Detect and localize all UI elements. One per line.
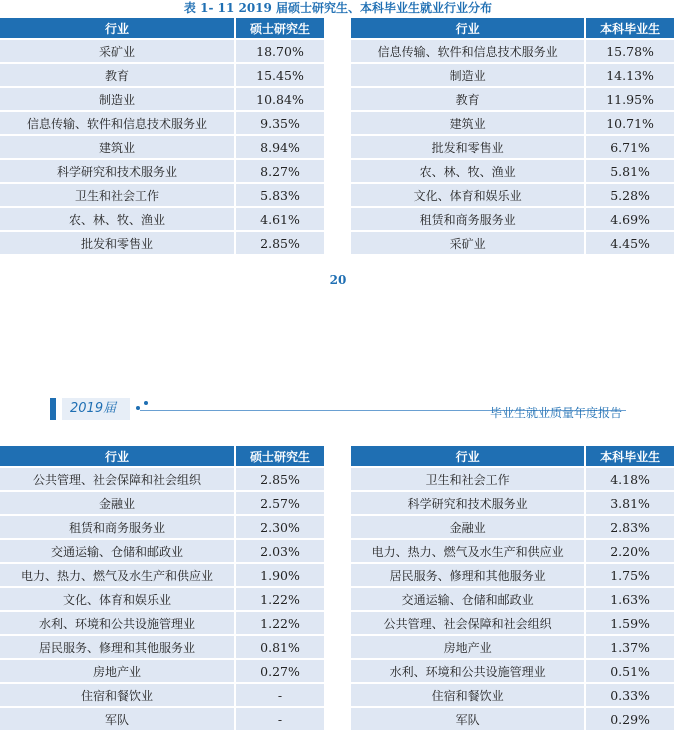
industry-cell: 公共管理、社会保障和社会组织 <box>0 468 234 490</box>
table-row <box>351 588 674 610</box>
industry-cell: 军队 <box>351 708 584 730</box>
report-title: 毕业生就业质量年度报告 <box>489 406 622 420</box>
industry-cell: 电力、热力、燃气及水生产和供应业 <box>0 564 234 586</box>
industry-cell: 教育 <box>351 88 584 110</box>
table-row <box>351 612 674 634</box>
percentage-cell: 9.35% <box>236 112 324 134</box>
percentage-cell: - <box>236 708 324 730</box>
table-row <box>351 468 674 490</box>
industry-cell: 水利、环境和公共设施管理业 <box>351 660 584 682</box>
industry-cell: 电力、热力、燃气及水生产和供应业 <box>351 540 584 562</box>
percentage-cell: 2.20% <box>586 540 674 562</box>
percentage-cell: 5.28% <box>586 184 674 206</box>
industry-cell: 居民服务、修理和其他服务业 <box>0 636 234 658</box>
table-row <box>351 208 674 230</box>
table-row <box>0 88 324 110</box>
table-row <box>0 184 324 206</box>
table-row <box>351 540 674 562</box>
percentage-cell: 1.75% <box>586 564 674 586</box>
industry-cell: 文化、体育和娱乐业 <box>351 184 584 206</box>
table-row <box>0 232 324 254</box>
percentage-cell: 1.63% <box>586 588 674 610</box>
table-row <box>0 684 324 706</box>
industry-cell: 制造业 <box>351 64 584 86</box>
col-header-master: 硕士研究生 <box>236 446 324 466</box>
top-left-table <box>0 16 326 256</box>
table-row <box>0 636 324 658</box>
percentage-cell: 2.30% <box>236 516 324 538</box>
table-caption: 表 1- 11 2019 届硕士研究生、本科毕业生就业行业分布 <box>183 1 493 15</box>
percentage-cell: 3.81% <box>586 492 674 514</box>
industry-cell: 房地产业 <box>0 660 234 682</box>
industry-cell: 采矿业 <box>0 40 234 62</box>
percentage-cell: 0.51% <box>586 660 674 682</box>
col-header-industry: 行业 <box>0 446 234 466</box>
table-row <box>0 588 324 610</box>
percentage-cell: 0.29% <box>586 708 674 730</box>
percentage-cell: 4.61% <box>236 208 324 230</box>
table-row <box>351 708 674 730</box>
industry-cell: 金融业 <box>0 492 234 514</box>
industry-cell: 居民服务、修理和其他服务业 <box>351 564 584 586</box>
table-row <box>351 112 674 134</box>
percentage-cell: 8.27% <box>236 160 324 182</box>
col-header-industry: 行业 <box>351 446 584 466</box>
industry-cell: 建筑业 <box>0 136 234 158</box>
table-row <box>351 684 674 706</box>
table-row <box>0 516 324 538</box>
industry-cell: 信息传输、软件和信息技术服务业 <box>351 40 584 62</box>
table-row <box>351 564 674 586</box>
table-row <box>0 160 324 182</box>
percentage-cell: 2.85% <box>236 232 324 254</box>
year-badge: 2019届 <box>62 398 130 420</box>
industry-cell: 公共管理、社会保障和社会组织 <box>351 612 584 634</box>
table-row <box>351 636 674 658</box>
industry-cell: 制造业 <box>0 88 234 110</box>
percentage-cell: 1.22% <box>236 612 324 634</box>
table-row <box>0 564 324 586</box>
percentage-cell: 18.70% <box>236 40 324 62</box>
table-row <box>0 540 324 562</box>
table-row <box>351 516 674 538</box>
industry-cell: 教育 <box>0 64 234 86</box>
col-header-bachelor: 本科毕业生 <box>586 18 674 38</box>
percentage-cell: 4.69% <box>586 208 674 230</box>
col-header-master: 硕士研究生 <box>236 18 324 38</box>
industry-cell: 卫生和社会工作 <box>351 468 584 490</box>
percentage-cell: 14.13% <box>586 64 674 86</box>
industry-cell: 交通运输、仓储和邮政业 <box>351 588 584 610</box>
percentage-cell: 0.81% <box>236 636 324 658</box>
table-row <box>351 160 674 182</box>
header-accent-bar <box>50 398 56 420</box>
percentage-cell: 0.27% <box>236 660 324 682</box>
percentage-cell: 0.33% <box>586 684 674 706</box>
industry-cell: 水利、环境和公共设施管理业 <box>0 612 234 634</box>
col-header-bachelor: 本科毕业生 <box>586 446 674 466</box>
percentage-cell: 2.85% <box>236 468 324 490</box>
table-row <box>0 492 324 514</box>
col-header-industry: 行业 <box>351 18 584 38</box>
percentage-cell: 6.71% <box>586 136 674 158</box>
percentage-cell: - <box>236 684 324 706</box>
percentage-cell: 11.95% <box>586 88 674 110</box>
table-row <box>351 136 674 158</box>
percentage-cell: 5.81% <box>586 160 674 182</box>
industry-cell: 科学研究和技术服务业 <box>0 160 234 182</box>
table-row <box>351 184 674 206</box>
industry-cell: 农、林、牧、渔业 <box>351 160 584 182</box>
col-header-industry: 行业 <box>0 18 234 38</box>
industry-cell: 农、林、牧、渔业 <box>0 208 234 230</box>
percentage-cell: 15.78% <box>586 40 674 62</box>
percentage-cell: 1.59% <box>586 612 674 634</box>
table-row <box>0 468 324 490</box>
percentage-cell: 2.03% <box>236 540 324 562</box>
percentage-cell: 1.22% <box>236 588 324 610</box>
industry-cell: 文化、体育和娱乐业 <box>0 588 234 610</box>
bottom-right-table <box>349 444 676 732</box>
industry-cell: 租赁和商务服务业 <box>0 516 234 538</box>
table-row <box>0 708 324 730</box>
table-row <box>0 612 324 634</box>
table-row <box>0 64 324 86</box>
bottom-left-table <box>0 444 326 732</box>
table-row <box>0 40 324 62</box>
industry-cell: 租赁和商务服务业 <box>351 208 584 230</box>
percentage-cell: 4.45% <box>586 232 674 254</box>
page-number: 20 <box>329 273 347 287</box>
table-row <box>0 208 324 230</box>
industry-cell: 批发和零售业 <box>0 232 234 254</box>
header-dot <box>136 406 140 410</box>
industry-cell: 住宿和餐饮业 <box>0 684 234 706</box>
table-row <box>351 492 674 514</box>
top-right-table <box>349 16 676 256</box>
percentage-cell: 1.90% <box>236 564 324 586</box>
table-row <box>351 88 674 110</box>
industry-cell: 卫生和社会工作 <box>0 184 234 206</box>
table-row <box>0 136 324 158</box>
industry-cell: 金融业 <box>351 516 584 538</box>
industry-cell: 采矿业 <box>351 232 584 254</box>
header-dot <box>144 401 148 405</box>
percentage-cell: 15.45% <box>236 64 324 86</box>
percentage-cell: 5.83% <box>236 184 324 206</box>
percentage-cell: 1.37% <box>586 636 674 658</box>
industry-cell: 批发和零售业 <box>351 136 584 158</box>
industry-cell: 信息传输、软件和信息技术服务业 <box>0 112 234 134</box>
percentage-cell: 8.94% <box>236 136 324 158</box>
table-row <box>0 112 324 134</box>
industry-cell: 军队 <box>0 708 234 730</box>
industry-cell: 建筑业 <box>351 112 584 134</box>
industry-cell: 住宿和餐饮业 <box>351 684 584 706</box>
percentage-cell: 10.71% <box>586 112 674 134</box>
industry-cell: 交通运输、仓储和邮政业 <box>0 540 234 562</box>
percentage-cell: 4.18% <box>586 468 674 490</box>
table-row <box>351 40 674 62</box>
industry-cell: 房地产业 <box>351 636 584 658</box>
percentage-cell: 10.84% <box>236 88 324 110</box>
industry-cell: 科学研究和技术服务业 <box>351 492 584 514</box>
table-row <box>351 232 674 254</box>
table-row <box>0 660 324 682</box>
percentage-cell: 2.83% <box>586 516 674 538</box>
percentage-cell: 2.57% <box>236 492 324 514</box>
table-row <box>351 660 674 682</box>
table-row <box>351 64 674 86</box>
